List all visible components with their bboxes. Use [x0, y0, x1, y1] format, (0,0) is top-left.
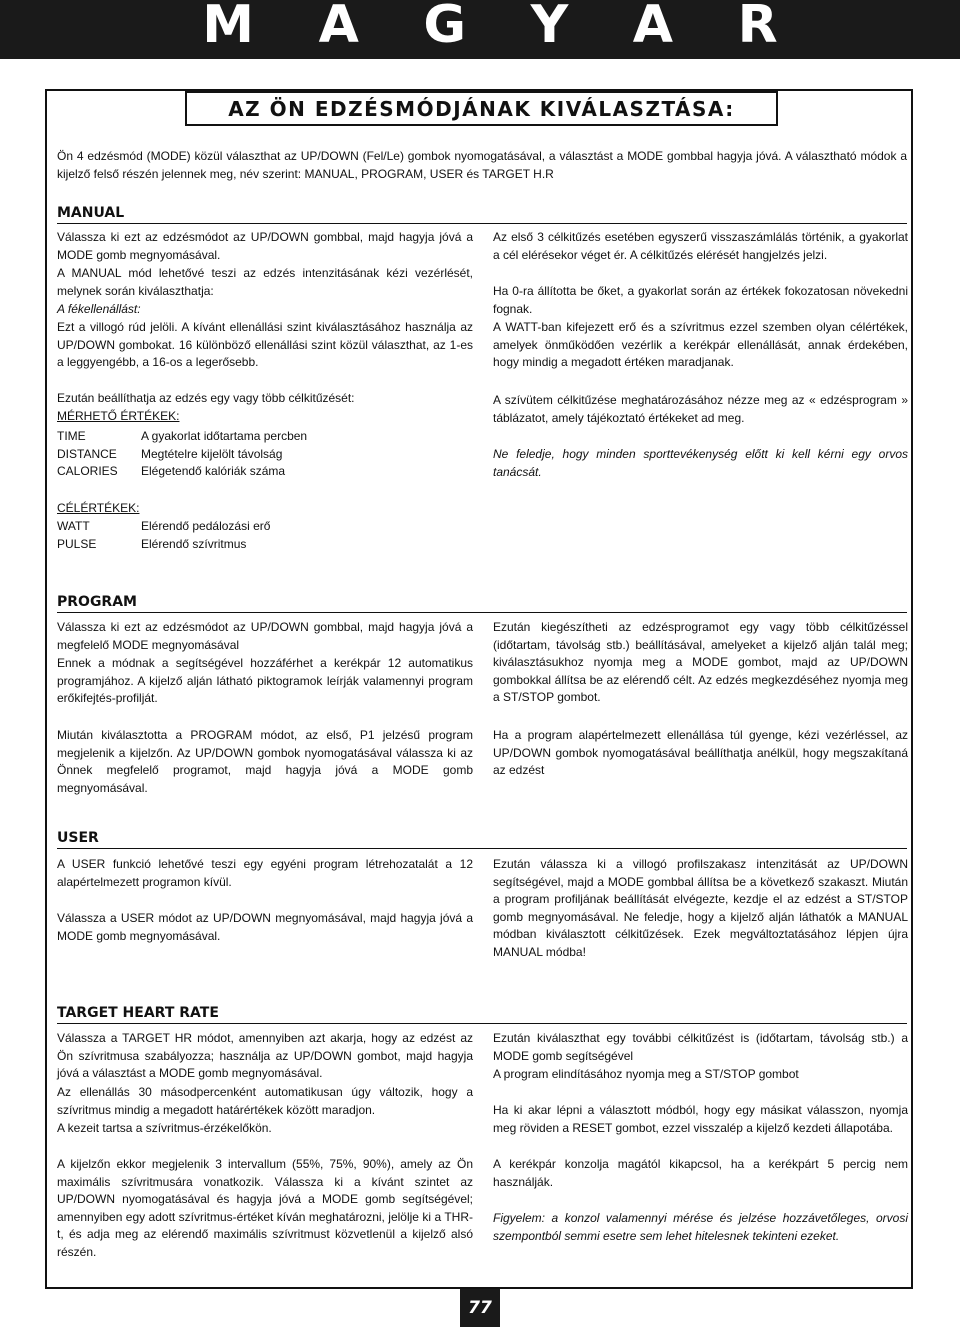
list-item [57, 428, 307, 446]
section-divider [57, 223, 907, 224]
value-key: CALORIES [57, 464, 118, 479]
target-hr-paragraph: Az ellenállás 30 másodpercenként automatikusan úgy változik, hogy a szívritmus mindig a megadott határértékek között maradjon. [57, 1085, 473, 1117]
manual-paragraph: Ezután beállíthatja az edzés egy vagy több célkitűzését: [57, 391, 355, 405]
program-paragraph: Ennek a módnak a segítségével hozzáférhet a kerékpár 12 automatikus programjához. A kijelző alján látható piktogramok leírják valamennyi program erőkifejtés-profilját. [57, 656, 473, 706]
header-language-title [0, 0, 960, 60]
header-letter: R [737, 0, 778, 55]
target-hr-paragraph: Ezután kiválaszthat egy további célkitűzést is (időtartam, távolság stb.) a MODE gomb segítségével [493, 1031, 908, 1063]
user-paragraph: Válassza a USER módot az UP/DOWN megnyomásával, majd hagyja jóvá a MODE gomb megnyomásával. [57, 911, 473, 943]
measured-values-list [57, 428, 307, 481]
section-heading-manual: MANUAL [57, 205, 125, 221]
list-item [57, 463, 307, 481]
program-paragraph: Ha a program alapértelmezett ellenállása túl gyenge, kézi vezérléssel, az UP/DOWN gombok nyomogatásával beállíthatja anélkül, hogy megszakítaná az edzést [493, 728, 908, 778]
manual-paragraph: Ezt a villogó rúd jelöli. A kívánt ellenállási szint kiválasztásához használja az UP/DOWN gombokat. 16 különböző ellenállási szint közül választhat, az 1-es a leggyengébb, a 16-os a legerősebb. [57, 320, 473, 370]
value-description: Elérendő pedálozási erő [141, 519, 271, 533]
user-paragraph: Ezután válassza ki a villogó profilszakasz intenzitását az UP/DOWN segítségével, majd a MODE gombbal állítsa be a következő szakaszt. Miután a program profiljának beállítását elvégezte, kezdje el az edzést a ST/STOP gomb megnyomásával. Ne feledje, hogy a kijelző alján láthatók a MANUAL módban kiválasztott célkitűzések. Ezek megváltoztatásához lépjen újra MANUAL módba! [493, 857, 908, 959]
page-number: 77 [468, 1298, 492, 1318]
section-heading-user: USER [57, 830, 99, 846]
program-paragraph: Válassza ki ezt az edzésmódot az UP/DOWN gombbal, majd hagyja jóvá a megfelelő MODE megnyomásával [57, 620, 473, 652]
value-key: TIME [57, 429, 86, 443]
list-item [57, 536, 270, 554]
title-box [185, 91, 778, 126]
value-key: DISTANCE [57, 446, 117, 461]
user-paragraph: A USER funkció lehetővé teszi egy egyéni program létrehozatalát a 12 alapértelmezett programon kívül. [57, 857, 473, 889]
manual-paragraph: Az első 3 célkitűzés esetében egyszerű visszaszámlálás történik, a gyakorlat a cél elérésekor véget ér. A célkitűzés elérését hangjelzés jelzi. [493, 230, 908, 262]
manual-paragraph: Válassza ki ezt az edzésmódot az UP/DOWN gombbal, majd hagyja jóvá a MODE gomb megnyomásával. [57, 230, 473, 262]
list-item [57, 446, 307, 464]
medical-advice-note: Ne feledje, hogy minden sporttevékenység előtt ki kell kérni egy orvos tanácsát. [493, 447, 908, 479]
target-hr-paragraph: A kerékpár konzolja magától kikapcsol, ha a kerékpárt 5 percig nem használják. [493, 1157, 908, 1189]
program-paragraph: Miután kiválasztotta a PROGRAM módot, az első, P1 jelzésű program megjelenik a kijelzőn. Az UP/DOWN gombok nyomogatásával válassza ki az Önnek megfelelő programot, majd hagyja jóvá a MODE gomb megnyomásával. [57, 728, 473, 795]
header-letter: A [632, 0, 674, 55]
section-heading-target-heart-rate: TARGET HEART RATE [57, 1005, 219, 1021]
manual-resistance-label: A fékellenállást: [57, 302, 141, 316]
header-letter: G [423, 0, 467, 55]
value-key: WATT [57, 519, 90, 533]
target-hr-paragraph: Ha ki akar lépni a választott módból, hogy egy másikat válasszon, nyomja meg röviden a RESET gombot, ezzel visszalép a kijelző kezdeti állapotába. [493, 1103, 908, 1135]
section-divider [57, 848, 907, 849]
target-values-heading: CÉLÉRTÉKEK: [57, 501, 140, 515]
measured-values-heading: MÉRHETŐ ÉRTÉKEK: [57, 409, 180, 423]
value-key: PULSE [57, 536, 97, 551]
intro-paragraph: Ön 4 edzésmód (MODE) közül választhat az UP/DOWN (Fel/Le) gombok nyomogatásával, a választást a MODE gombbal hagyja jóvá. A választható módok a kijelző felső részén jelennek meg, név szerint: MANUAL, PROGRAM, USER és TARGET H.R [57, 149, 907, 181]
manual-paragraph: A MANUAL mód lehetővé teszi az edzés intenzitásának kézi vezérlését, melynek során kiválaszthatja: [57, 266, 473, 298]
list-item [57, 518, 270, 536]
target-hr-paragraph: Válassza a TARGET HR módot, amennyiben azt akarja, hogy az edzést az Ön szívritmusa szabályozza; használja az UP/DOWN gombot, majd hagyja jóvá a választást a MODE gomb megnyomásával. [57, 1031, 473, 1081]
value-description: Megtételre kijelölt távolság [141, 446, 283, 461]
manual-paragraph: A WATT-ban kifejezett erő és a szívritmus ezzel szemben olyan célértékek, amelyek önműködően vezérlik a kerékpár ellenállását, annak érdekében, hogy mindig a megadott értéken maradjanak. [493, 320, 908, 370]
program-paragraph: Ezután kiegészítheti az edzésprogramot egy vagy több célkitűzéssel (időtartam, távolság stb.) beállításával, amelyeket a kijelző alján talál meg; kiválasztásukhoz nyomja meg a MODE gombot, majd az UP/DOWN gombokkal állítsa be az elérendő célt. Az edzés megkezdéséhez nyomja meg a ST/STOP gombot. [493, 620, 908, 705]
value-description: A gyakorlat időtartama percben [141, 429, 308, 443]
manual-paragraph: Ha 0-ra állította be őket, a gyakorlat során az értékek fokozatosan növekedni fognak. [493, 284, 908, 316]
accuracy-warning-note: Figyelem: a konzol valamennyi mérése és jelzése hozzávetőleges, orvosi szempontból semmi esetre sem lehet hitelesnek tekinteni ezeket. [493, 1211, 908, 1243]
header-letter: Y [530, 0, 569, 55]
value-description: Elégetendő kalóriák száma [141, 464, 286, 479]
target-values-list [57, 518, 270, 553]
page-title: AZ ÖN EDZÉSMÓDJÁNAK KIVÁLASZTÁSA: [228, 96, 735, 121]
value-description: Elérendő szívritmus [141, 536, 247, 551]
page-number-box [460, 1289, 500, 1327]
section-heading-program: PROGRAM [57, 594, 137, 610]
header-letter: A [318, 0, 359, 55]
section-divider [57, 1023, 907, 1024]
manual-paragraph: A szívütem célkitűzése meghatározásához nézze meg az « edzésprogram » táblázatot, amely tájékoztató értékeket ad meg. [493, 393, 908, 425]
section-divider [57, 612, 907, 613]
target-hr-paragraph: A program elindításához nyomja meg a ST/STOP gombot [493, 1067, 799, 1081]
target-hr-paragraph: A kijelzőn ekkor megjelenik 3 intervallum (55%, 75%, 90%), amely az Ön maximális szívritmusára vonatkozik. Válassza ki a kívánt szintet az UP/DOWN nyomogatásával és hagyja jóvá a MODE gomb segítségével; amennyiben egy adott szívritmus-értéket kíván meghatározni, jelölje ki a THR-t, és adja meg az elérendő maximális szívritmust közvetlenül a kijelző alsó részén. [57, 1157, 473, 1259]
target-hr-paragraph: A kezeit tartsa a szívritmus-érzékelőkön. [57, 1121, 272, 1135]
header-letter: M [202, 0, 255, 55]
